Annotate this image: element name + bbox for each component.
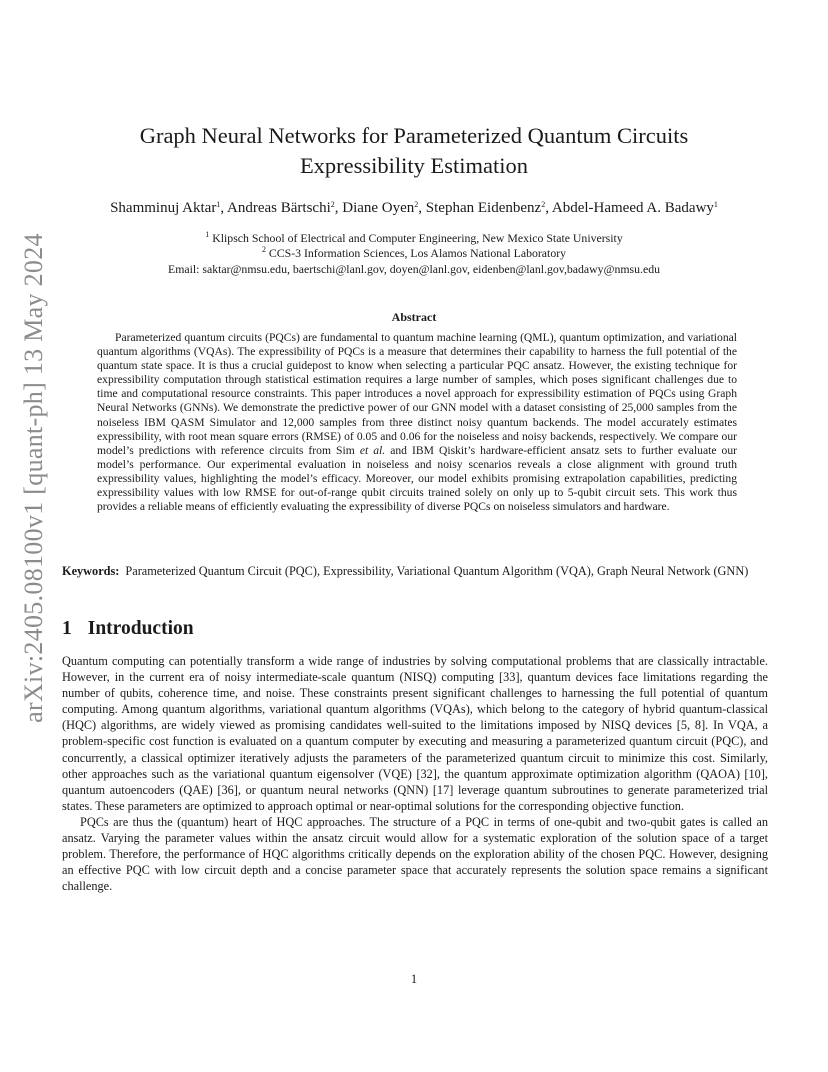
keywords-text: Parameterized Quantum Circuit (PQC), Expressibility, Variational Quantum Algorithm (VQA), Graph Neural Network (GNN) xyxy=(125,564,749,578)
author-emails: Email: saktar@nmsu.edu, baertschi@lanl.gov, doyen@lanl.gov, eidenben@lanl.gov,badawy@nmsu.edu xyxy=(167,262,660,276)
page-number: 1 xyxy=(410,972,418,986)
section-heading-introduction xyxy=(62,617,194,641)
author: Shamminuj Aktar$^1$, xyxy=(110,200,228,216)
affiliation-2: $^2$ CCS-3 Information Sciences, Los Alamos National Laboratory xyxy=(261,245,567,260)
paper-title-line-1: Graph Neural Networks for Parameterized Quantum Circuits xyxy=(139,123,689,148)
author: Stephan Eidenbenz$^2$, xyxy=(425,200,552,216)
author: Abdel-Hameed A. Badawy$^1$ xyxy=(551,200,718,216)
abstract-text: Parameterized quantum circuits (PQCs) are fundamental to quantum machine learning (QML), quantum optimization, and variational quantum algorithms (VQAs). The expressibility of PQCs is a measure that determines their capability to harness the full potential of the quantum state space. It is thus a crucial guidepost to know when selecting a particular PQC ansatz. However, the existing technique for expressibility computation through statistical estimation requires a large number of samples, which poses significant challenges due to time and computational resource constraints. This paper introduces a novel approach for expressibility estimation of PQCs using Graph Neural Networks (GNNs). We demonstrate the predictive power of our GNN model with a dataset consisting of 25,000 samples from the noiseless IBM QASM Simulator and 12,000 samples from three distinct noisy quantum backends. The model accurately estimates expressibility, with root mean square errors (RMSE) of 0.05 and 0.06 for the noiseless and noisy backends, respectively. We compare our model’s predictions with reference circuits from Sim et al. and IBM Qiskit’s hardware-efficient ansatz sets to further evaluate our model’s performance. Our experimental evaluation in noiseless and noisy scenarios reveals a close alignment with ground truth expressibility values, highlighting the model’s efficacy. Moreover, our model exhibits promising extrapolation capabilities, predicting expressibility values with low RMSE for out-of-range qubit circuits trained solely on only up to 5-qubit circuit sets. This work thus provides a reliable means of efficiently evaluating the expressibility of diverse PQCs on noiseless simulators and hardware. xyxy=(97,331,738,514)
paragraph: PQCs are thus the (quantum) heart of HQC approaches. The structure of a PQC in terms of one-qubit and two-qubit gates is called an ansatz. Varying the parameter values within the ansatz circuit would allow for a systematic exploration of the solution space of a target problem. Therefore, the performance of HQC algorithms critically depends on the exploration ability of the chosen PQC. However, designing an effective PQC with low circuit depth and a concise parameter space that accurately represents the solution space remains a significant challenge. xyxy=(62,814,768,894)
paper-title xyxy=(100,121,728,181)
author-list xyxy=(40,198,788,218)
paper-title-line-2: Expressibility Estimation xyxy=(299,153,529,178)
keywords-label: Keywords: xyxy=(62,564,120,578)
abstract-heading: Abstract xyxy=(391,310,437,324)
arxiv-identifier: arXiv:2405.08100v1 [quant-ph] 13 May 2024 xyxy=(19,233,48,723)
keywords xyxy=(62,563,768,579)
paragraph: Quantum computing can potentially transform a wide range of industries by solving computational problems that are classically intractable. However, in the current era of noisy intermediate-scale quantum (NISQ) computing [33], quantum devices face limitations regarding the number of qubits, coherence time, and noise. These constraints present significant challenges to harnessing the full potential of quantum computing. Among quantum algorithms, variational quantum algorithms (VQAs), which belong to the category of hybrid quantum-classical (HQC) algorithms, are widely viewed as promising candidates well-suited to the limitations imposed by NISQ devices [5, 8]. In VQA, a problem-specific cost function is evaluated on a quantum computer by executing and measuring a parameterized quantum circuit (PQC), and concurrently, a classical optimizer iteratively adjusts the parameters of the parameterized quantum circuit to minimize this cost. Similarly, other approaches such as the variational quantum eigensolver (VQE) [32], the quantum approximate optimization algorithm (QAOA) [10], quantum autoencoders (QAE) [36], or quantum neural networks (QNN) [17] leverage quantum subroutines to generate parameterized trial states. These parameters are optimized to approach optimal or near-optimal solutions for the corresponding objective function. xyxy=(62,654,768,813)
arxiv-identifier-sidebar xyxy=(14,233,54,723)
section-number: 1 xyxy=(62,618,72,639)
section-title: Introduction xyxy=(87,618,194,639)
author: Andreas Bärtschi$^2$, xyxy=(227,200,343,216)
introduction-body xyxy=(62,653,768,894)
author: Diane Oyen$^2$, xyxy=(342,200,426,216)
affiliation-1: $^1$ Klipsch School of Electrical and Computer Engineering, New Mexico State University xyxy=(205,230,623,245)
